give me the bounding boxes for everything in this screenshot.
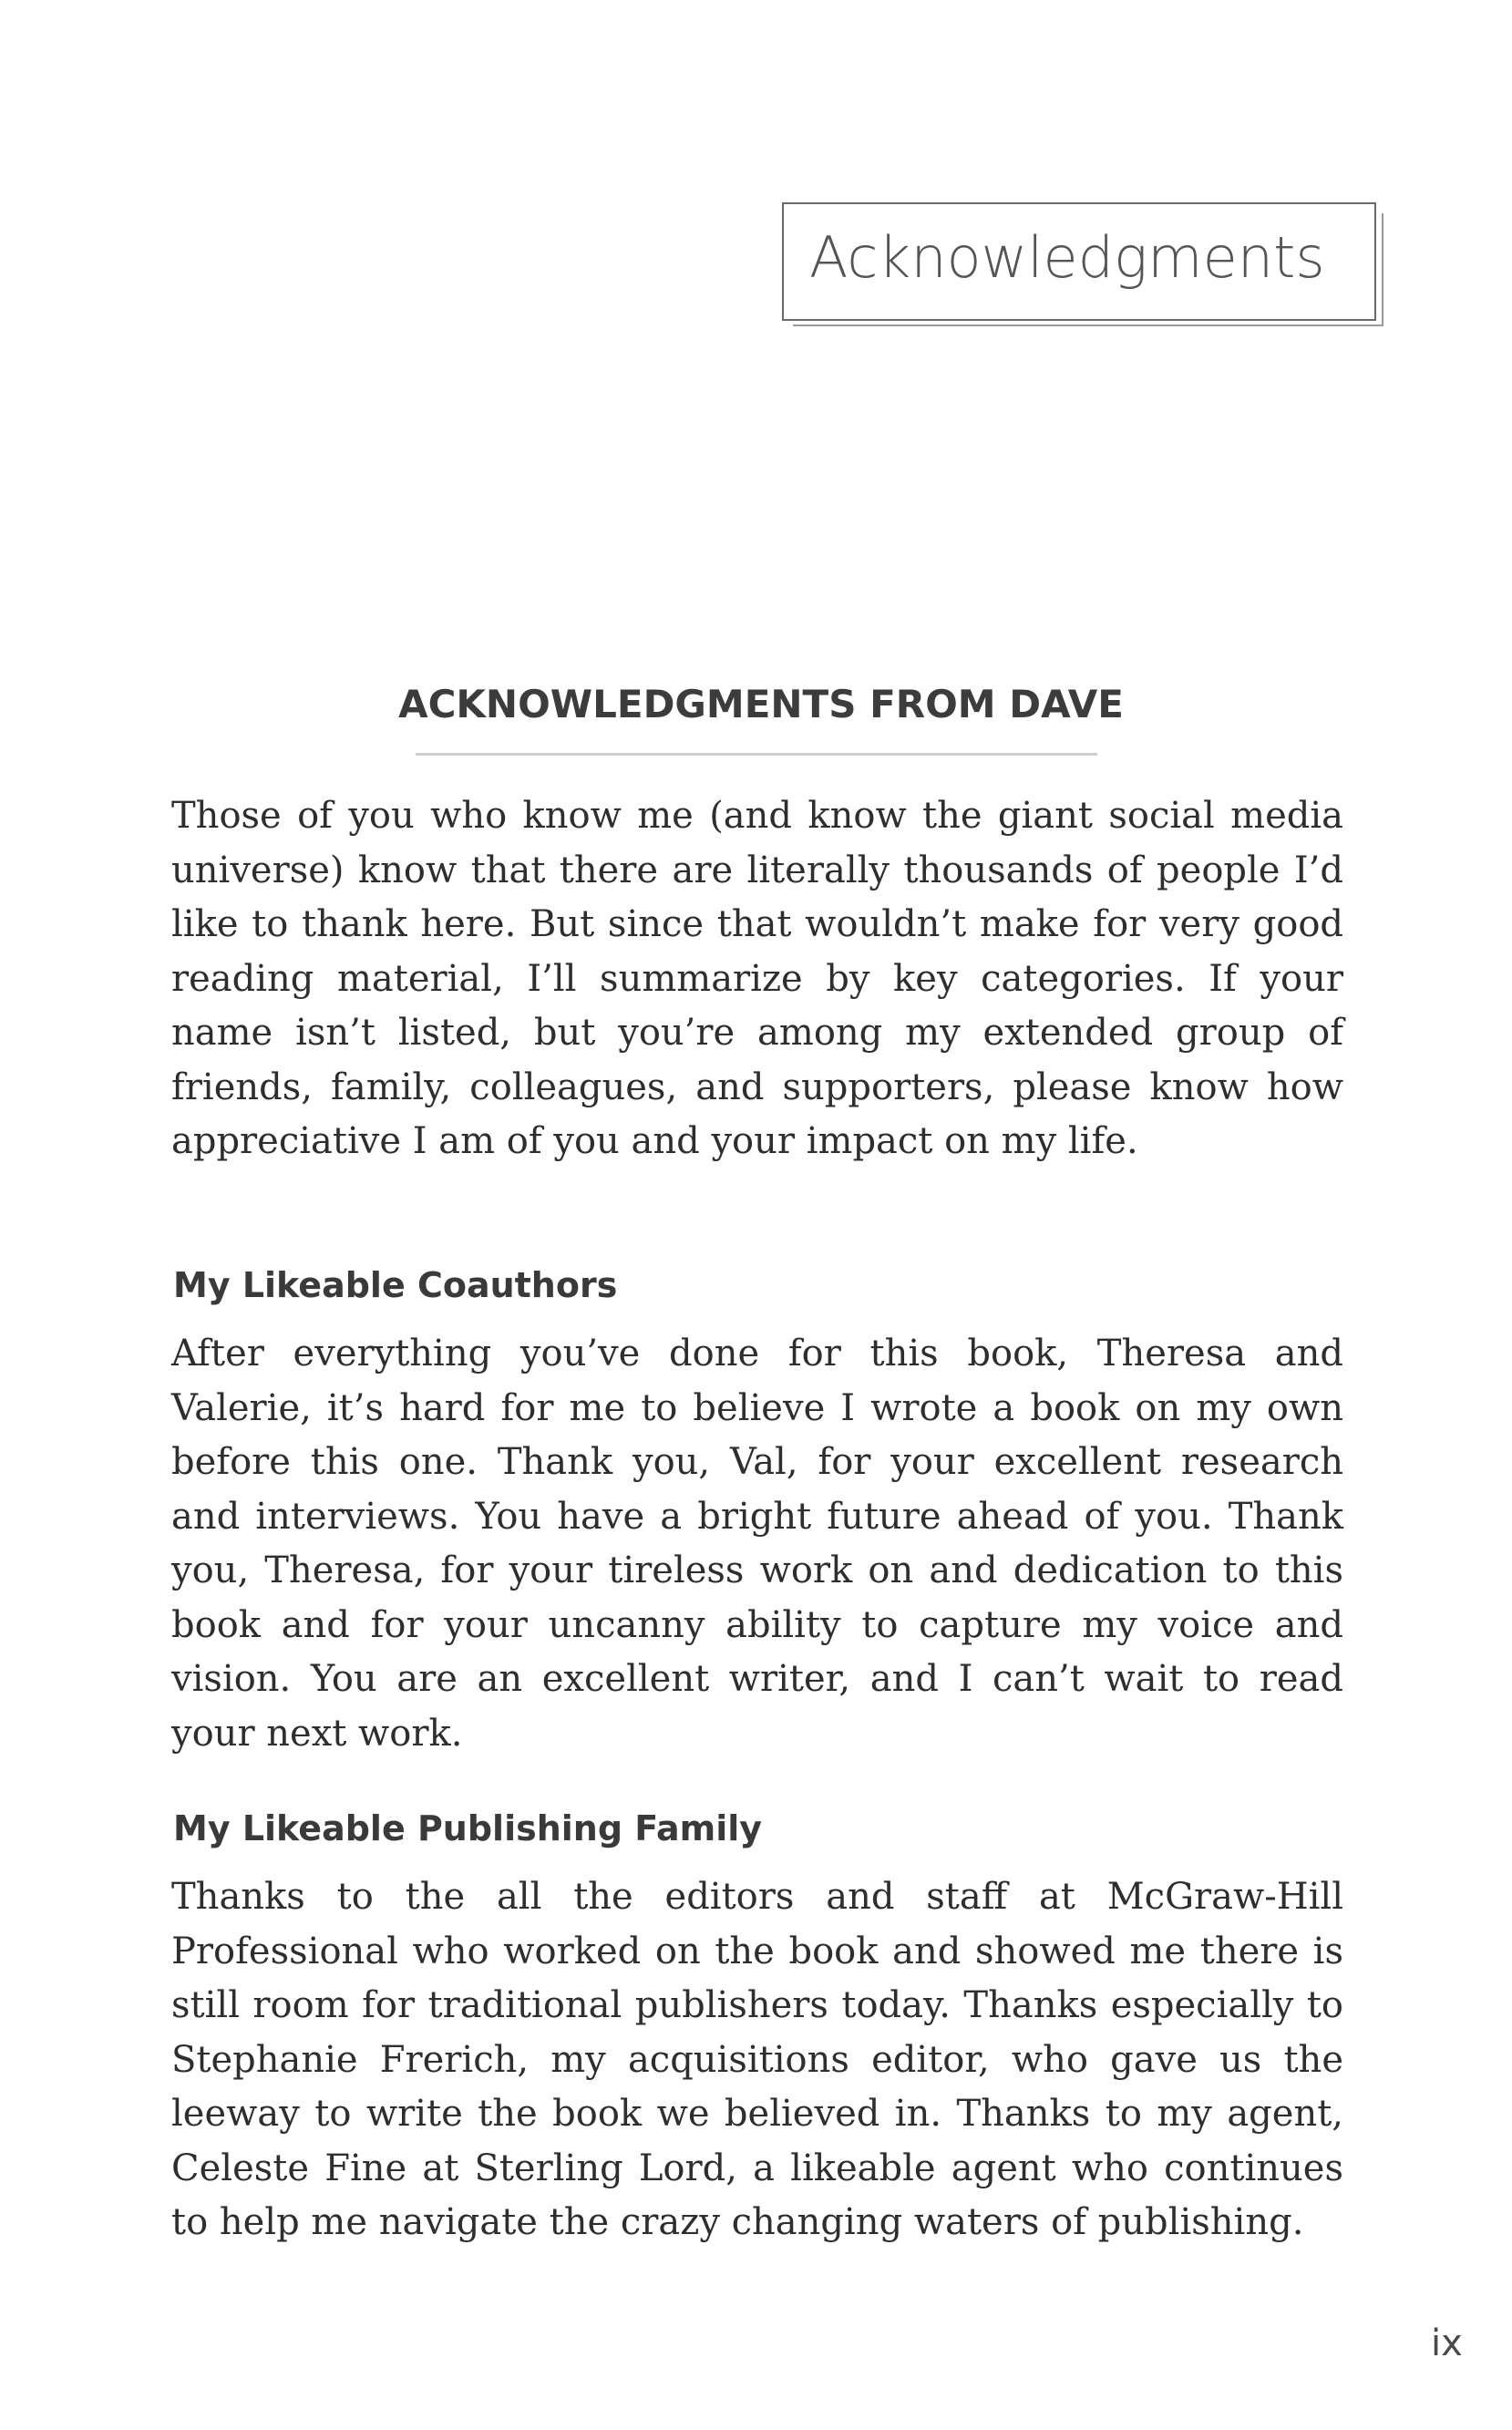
subsection-heading-publishing: My Likeable Publishing Family (173, 1808, 763, 1848)
publishing-paragraph: Thanks to the all the editors and staff at McGraw-Hill Professional who worked on the book and showed me there is still room for traditional publishers today. Thanks especially to Stephanie Frerich, my acquisitions editor, who gave us the leeway to write the book we believed in. Thanks to my agent, Celeste Fine at Sterling Lord, a likeable agent who continues to help me navigate the crazy changing waters of publishing. (171, 1876, 1343, 2243)
page-number: ix (1431, 2322, 1463, 2364)
section-divider (416, 753, 1097, 756)
intro-paragraph: Those of you who know me (and know the giant social media universe) know that there are literally thousands of people I’d like to thank here. But since that wouldn’t make for very good reading material, I’ll summarize by key categories. If your name isn’t listed, but you’re among my extended group of friends, family, colleagues, and supporters, please know how appreciative I am of you and your impact on my life. (171, 795, 1343, 1162)
coauthors-paragraph: After everything you’ve done for this book, Theresa and Valerie, it’s hard for me to believe I wrote a book on my own before this one. Thank you, Val, for your excellent research and interviews. You have a bright future ahead of you. Thank you, Theresa, for your tireless work on and dedication to this book and for your uncanny ability to capture my voice and vision. You are an excellent writer, and I can’t wait to read your next work. (171, 1333, 1343, 1755)
chapter-title: Acknowledgments (809, 224, 1325, 291)
section-heading: ACKNOWLEDGMENTS FROM DAVE (398, 682, 1124, 726)
subsection-heading-coauthors: My Likeable Coauthors (173, 1265, 618, 1305)
chapter-title-box (782, 202, 1376, 321)
